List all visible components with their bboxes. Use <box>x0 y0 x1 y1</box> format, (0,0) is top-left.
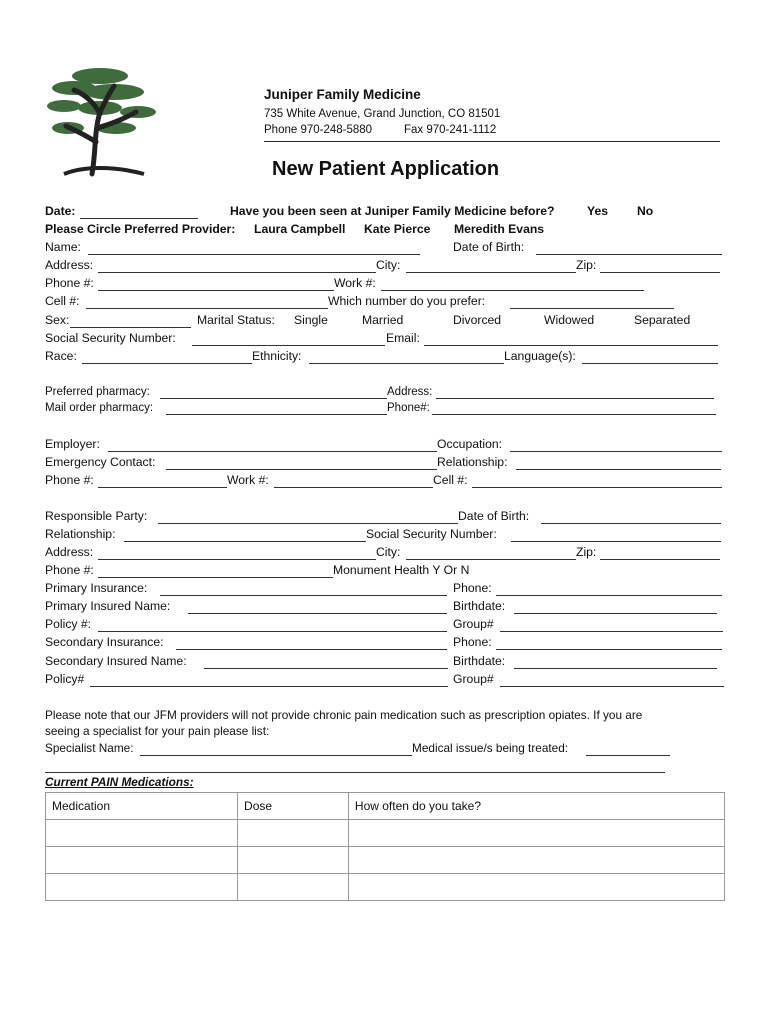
insurance-phone-label: Phone: <box>453 581 492 595</box>
language-field[interactable] <box>582 363 718 364</box>
primary-insured-label: Primary Insured Name: <box>45 599 171 613</box>
group2-field[interactable] <box>500 686 724 687</box>
preferred-pharmacy-field[interactable] <box>160 398 387 399</box>
pain-note-line2: seeing a specialist for your pain please list: <box>45 724 270 738</box>
phone-label: Phone #: <box>45 276 94 290</box>
work-field[interactable] <box>381 290 644 291</box>
responsible-address-field[interactable] <box>98 559 376 560</box>
name-field[interactable] <box>88 254 420 255</box>
clinic-logo <box>44 62 160 180</box>
secondary-insured-field[interactable] <box>204 668 448 669</box>
preferred-pharmacy-label: Preferred pharmacy: <box>45 386 150 398</box>
sex-field[interactable] <box>70 327 191 328</box>
zip-label: Zip: <box>576 258 597 272</box>
secondary-insured-label: Secondary Insured Name: <box>45 654 187 668</box>
insurance-phone2-label: Phone: <box>453 635 492 649</box>
responsible-phone-label: Phone #: <box>45 563 94 577</box>
pain-note-line1: Please note that our JFM providers will not provide chronic pain medication such as prescription opiates. If you are <box>45 708 643 722</box>
emergency-relationship-field[interactable] <box>516 469 721 470</box>
ssn-field[interactable] <box>192 345 385 346</box>
mail-pharmacy-label: Mail order pharmacy: <box>45 402 154 414</box>
group-field[interactable] <box>500 631 723 632</box>
clinic-address: 735 White Avenue, Grand Junction, CO 81501 <box>264 108 501 120</box>
pharmacy-address-field[interactable] <box>436 398 714 399</box>
seen-question: Have you been seen at Juniper Family Medicine before? <box>230 204 555 218</box>
occupation-label: Occupation: <box>437 437 503 451</box>
insured-birthdate-label: Birthdate: <box>453 599 506 613</box>
group-label: Group# <box>453 617 494 631</box>
city-field[interactable] <box>406 272 576 273</box>
table-header-dose: Dose <box>238 793 349 820</box>
emergency-phone-label: Phone #: <box>45 473 94 487</box>
pharmacy-phone-label: Phone#: <box>387 402 430 414</box>
marital-option[interactable]: Single <box>294 313 328 327</box>
responsible-address-label: Address: <box>45 545 94 559</box>
clinic-fax: Fax 970-241-1112 <box>404 124 497 136</box>
marital-label: Marital Status: <box>197 313 275 327</box>
ssn-label: Social Security Number: <box>45 331 176 345</box>
insurance-phone-field[interactable] <box>496 595 722 596</box>
marital-option[interactable]: Separated <box>634 313 691 327</box>
responsible-party-label: Responsible Party: <box>45 509 148 523</box>
responsible-dob-label: Date of Birth: <box>458 509 530 523</box>
responsible-zip-field[interactable] <box>600 559 720 560</box>
pain-medications-title: Current PAIN Medications: <box>45 775 194 789</box>
pharmacy-address-label: Address: <box>387 386 433 398</box>
provider-label: Please Circle Preferred Provider: <box>45 222 236 236</box>
table-row <box>46 847 725 874</box>
cell-label: Cell #: <box>45 294 80 308</box>
emergency-contact-label: Emergency Contact: <box>45 455 156 469</box>
table-header-medication: Medication <box>46 793 238 820</box>
emergency-contact-field[interactable] <box>166 469 437 470</box>
insured-birthdate-field[interactable] <box>514 613 717 614</box>
table-cell[interactable] <box>348 874 724 901</box>
policy-label: Policy #: <box>45 617 92 631</box>
table-cell[interactable] <box>46 847 238 874</box>
secondary-insurance-label: Secondary Insurance: <box>45 635 164 649</box>
table-header-frequency: How often do you take? <box>348 793 724 820</box>
responsible-ssn-label: Social Security Number: <box>366 527 497 541</box>
employer-label: Employer: <box>45 437 100 451</box>
responsible-dob-field[interactable] <box>541 523 721 524</box>
name-label: Name: <box>45 240 81 254</box>
dob-field[interactable] <box>536 254 722 255</box>
table-cell[interactable] <box>348 820 724 847</box>
ethnicity-label: Ethnicity: <box>252 349 302 363</box>
table-cell[interactable] <box>238 874 349 901</box>
policy-field[interactable] <box>98 631 447 632</box>
occupation-field[interactable] <box>510 451 722 452</box>
emergency-relationship-label: Relationship: <box>437 455 508 469</box>
dob-label: Date of Birth: <box>453 240 525 254</box>
primary-insurance-label: Primary Insurance: <box>45 581 148 595</box>
emergency-work-field[interactable] <box>274 487 433 488</box>
sex-label: Sex: <box>45 313 70 327</box>
date-field[interactable] <box>80 218 198 219</box>
provider-option[interactable]: Laura Campbell <box>254 222 346 236</box>
responsible-city-field[interactable] <box>406 559 576 560</box>
form-title: New Patient Application <box>272 158 500 180</box>
seen-no-option[interactable]: No <box>637 204 654 218</box>
group2-label: Group# <box>453 672 494 686</box>
table-row <box>46 874 725 901</box>
cell-field[interactable] <box>86 308 328 309</box>
marital-option[interactable]: Married <box>362 313 404 327</box>
emergency-cell-label: Cell #: <box>433 473 468 487</box>
date-label: Date: <box>45 204 76 218</box>
emergency-work-label: Work #: <box>227 473 269 487</box>
email-field[interactable] <box>424 345 718 346</box>
table-cell[interactable] <box>46 820 238 847</box>
table-header-row <box>46 793 725 820</box>
pain-medications-table <box>45 792 725 901</box>
policy2-field[interactable] <box>90 686 448 687</box>
insured-birthdate2-label: Birthdate: <box>453 654 506 668</box>
medical-issue-field[interactable] <box>586 755 670 756</box>
city-label: City: <box>376 258 401 272</box>
monument-health-label[interactable]: Monument Health Y Or N <box>333 563 470 577</box>
table-cell[interactable] <box>348 847 724 874</box>
responsible-city-label: City: <box>376 545 401 559</box>
provider-option[interactable]: Kate Pierce <box>364 222 431 236</box>
table-cell[interactable] <box>238 847 349 874</box>
specialist-field[interactable] <box>140 755 412 756</box>
ethnicity-field[interactable] <box>309 363 504 364</box>
provider-option[interactable]: Meredith Evans <box>454 222 545 236</box>
table-cell[interactable] <box>46 874 238 901</box>
prefer-field[interactable] <box>510 308 674 309</box>
secondary-insurance-field[interactable] <box>176 649 447 650</box>
address-field[interactable] <box>98 272 376 273</box>
mail-pharmacy-field[interactable] <box>166 414 387 415</box>
header-divider <box>264 141 720 142</box>
responsible-relationship-label: Relationship: <box>45 527 116 541</box>
medical-issue-label: Medical issue/s being treated: <box>412 741 569 755</box>
primary-insured-field[interactable] <box>188 613 447 614</box>
table-cell[interactable] <box>238 820 349 847</box>
clinic-name: Juniper Family Medicine <box>264 87 421 102</box>
language-label: Language(s): <box>504 349 576 363</box>
specialist-label: Specialist Name: <box>45 741 134 755</box>
prefer-label: Which number do you prefer: <box>328 294 486 308</box>
race-field[interactable] <box>82 363 252 364</box>
policy2-label: Policy# <box>45 672 85 686</box>
email-label: Email: <box>386 331 420 345</box>
juniper-tree-icon <box>44 62 160 180</box>
phone-field[interactable] <box>98 290 334 291</box>
emergency-cell-field[interactable] <box>472 487 722 488</box>
employer-field[interactable] <box>108 451 437 452</box>
clinic-phone: Phone 970-248-5880 <box>264 124 373 136</box>
responsible-party-field[interactable] <box>158 523 458 524</box>
responsible-zip-label: Zip: <box>576 545 597 559</box>
work-label: Work #: <box>334 276 376 290</box>
pharmacy-phone-field[interactable] <box>432 414 716 415</box>
responsible-phone-field[interactable] <box>98 577 333 578</box>
race-label: Race: <box>45 349 77 363</box>
primary-insurance-field[interactable] <box>160 595 447 596</box>
address-label: Address: <box>45 258 94 272</box>
seen-yes-option[interactable]: Yes <box>587 204 609 218</box>
medical-issue-continued-field[interactable] <box>45 772 665 773</box>
insurance-phone2-field[interactable] <box>496 649 722 650</box>
marital-option[interactable]: Divorced <box>453 313 502 327</box>
marital-option[interactable]: Widowed <box>544 313 595 327</box>
emergency-phone-field[interactable] <box>98 487 227 488</box>
zip-field[interactable] <box>600 272 720 273</box>
responsible-relationship-field[interactable] <box>124 541 366 542</box>
insured-birthdate2-field[interactable] <box>514 668 717 669</box>
table-row <box>46 820 725 847</box>
responsible-ssn-field[interactable] <box>511 541 721 542</box>
